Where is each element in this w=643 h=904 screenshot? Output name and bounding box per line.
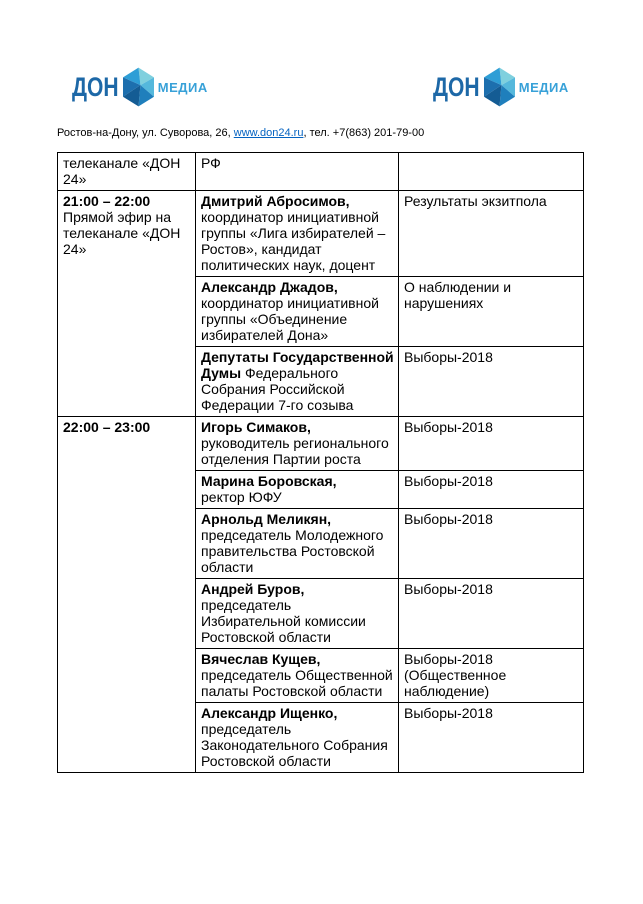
- time-range: 21:00 – 22:00: [63, 193, 151, 209]
- topic-cell: [399, 509, 584, 579]
- speaker-cell-text: РФ: [201, 155, 221, 171]
- time-desc: Прямой эфир на телеканале «ДОН 24»: [63, 209, 181, 257]
- speaker-cell: [196, 347, 399, 417]
- speaker-cell: [196, 153, 399, 191]
- time-cell: [58, 191, 196, 417]
- topic-text: Выборы-2018: [404, 651, 493, 667]
- table-row: [58, 153, 584, 191]
- time-range: 22:00 – 23:00: [63, 419, 151, 435]
- topic-text: Выборы-2018: [404, 511, 493, 527]
- speaker-name: Игорь Симаков,: [201, 419, 311, 435]
- speaker-name: Арнольд Меликян,: [201, 511, 332, 527]
- topic-text: Выборы-2018: [404, 473, 493, 489]
- topic-text: Выборы-2018: [404, 349, 493, 365]
- topic-cell: [399, 649, 584, 703]
- time-cell: [58, 153, 196, 191]
- don-wordmark: ДОН: [433, 71, 480, 102]
- don-media-logo-right: [433, 66, 569, 108]
- table-row: [58, 191, 584, 277]
- topic-note: (Общественное наблюдение): [404, 667, 507, 699]
- media-wordmark: МЕДИА: [157, 79, 208, 95]
- speaker-name: Вячеслав Кущев,: [201, 651, 321, 667]
- topic-cell: [399, 579, 584, 649]
- speaker-desc: руководитель регионального отделения Партии роста: [201, 435, 389, 467]
- topic-text: Выборы-2018: [404, 581, 493, 597]
- topic-cell: [399, 277, 584, 347]
- speaker-cell: [196, 277, 399, 347]
- speaker-cell: [196, 471, 399, 509]
- don-media-gem-icon: [123, 67, 154, 107]
- topic-cell: [399, 191, 584, 277]
- speaker-desc: председатель Общественной палаты Ростовской области: [201, 667, 393, 699]
- address-suffix: , тел. +7(863) 201-79-00: [303, 127, 425, 139]
- speaker-desc: Федерального Собрания Российской Федерации 7-го созыва: [201, 365, 354, 413]
- topic-cell: [399, 417, 584, 471]
- time-cell-text: телеканале «ДОН 24»: [63, 155, 181, 187]
- don-media-gem-icon: [484, 67, 515, 107]
- topic-text: Выборы-2018: [404, 419, 493, 435]
- topic-text: Результаты экзитпола: [404, 193, 547, 209]
- speaker-desc: председатель Избирательной комиссии Ростовской области: [201, 597, 366, 645]
- speaker-cell: [196, 417, 399, 471]
- speaker-desc: ректор ЮФУ: [201, 489, 282, 505]
- speaker-desc: председатель Законодательного Собрания Ростовской области: [201, 721, 388, 769]
- speaker-cell: [196, 191, 399, 277]
- speaker-desc: председатель Молодежного правительства Ростовской области: [201, 527, 384, 575]
- schedule-table: [57, 152, 584, 773]
- speaker-cell: [196, 649, 399, 703]
- topic-cell: [399, 703, 584, 773]
- don-media-logo-left: [72, 66, 208, 108]
- speaker-cell: [196, 579, 399, 649]
- speaker-name: Депутаты Государственной Думы: [201, 349, 394, 381]
- speaker-name: Марина Боровская,: [201, 473, 337, 489]
- topic-text: Выборы-2018: [404, 705, 493, 721]
- media-wordmark: МЕДИА: [518, 79, 569, 95]
- speaker-cell: [196, 703, 399, 773]
- speaker-desc: координатор инициативной группы «Объединение избирателей Дона»: [201, 295, 379, 343]
- don24-link[interactable]: www.don24.ru: [233, 127, 304, 139]
- speaker-name: Андрей Буров,: [201, 581, 305, 597]
- topic-cell: [399, 347, 584, 417]
- don-wordmark: ДОН: [72, 71, 119, 102]
- address-line: [57, 126, 424, 140]
- speaker-name: Александр Джадов,: [201, 279, 338, 295]
- topic-text: О наблюдении и нарушениях: [404, 279, 512, 311]
- topic-cell: [399, 471, 584, 509]
- speaker-desc: координатор инициативной группы «Лига избирателей – Ростов», кандидат политических наук, доцент: [201, 209, 386, 273]
- time-cell: [58, 417, 196, 773]
- address-prefix: Ростов-на-Дону, ул. Суворова, 26,: [57, 127, 234, 139]
- topic-cell: [399, 153, 584, 191]
- speaker-cell: [196, 509, 399, 579]
- table-row: [58, 417, 584, 471]
- speaker-name: Дмитрий Абросимов,: [201, 193, 350, 209]
- speaker-name: Александр Ищенко,: [201, 705, 338, 721]
